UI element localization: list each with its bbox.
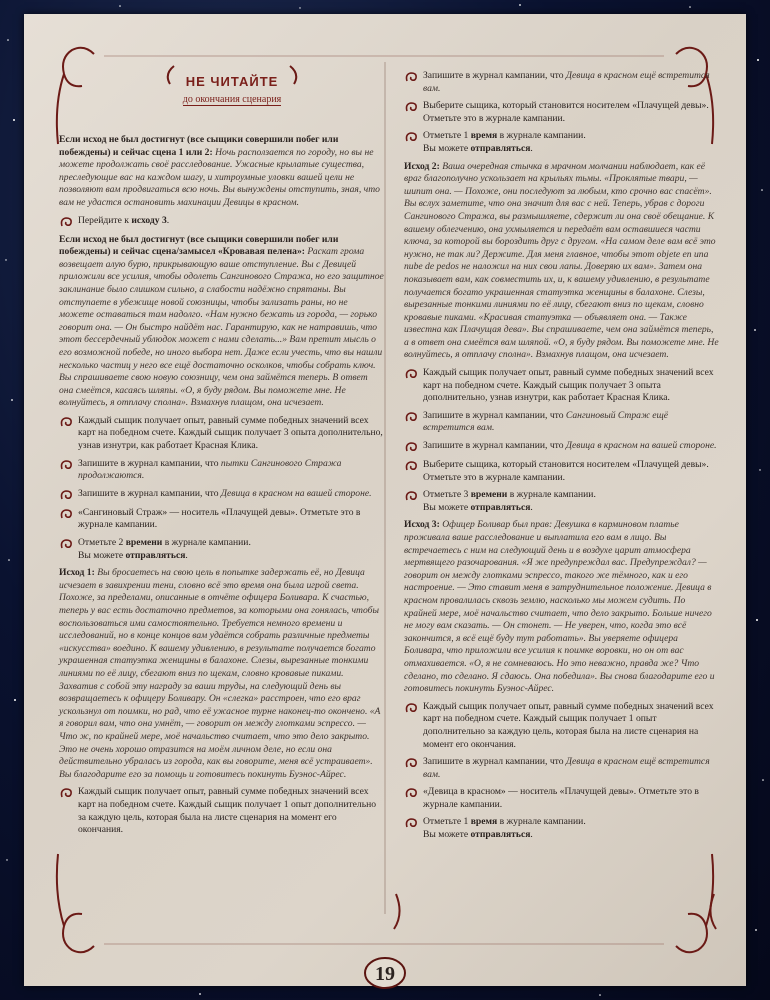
bullet-swirl-icon — [59, 507, 75, 521]
bullet-text: в журнале кампании. — [507, 489, 596, 501]
outcome3-heading: Исход 3: — [404, 519, 440, 531]
left-column — [59, 134, 384, 842]
block3-text: Вы бросаетесь на свою цель в попытке задержать её, но Девица исчезает в завихрении тени, словно всё это время она была игрой света. Похоже, за пределами, описанные в отчёте офицера Боливара. К счастью, теперь у вас есть достаточно предметов, за которыми она гонялась, чтобы воспользоваться ими самостоятельно. Требуется немного времени и исследований, но в конце концов вам удаётся собрать различные предметы «искусства» воедино. К вашему удивлению, в результате получается богато украшенная статуэтка женщины в балахоне. Слезы, вырезанные тонкими линиями по её лицу, сбегают вниз по щекам, словно кровавые пиками. Захватив с собой эту награду за ваши труды, на следующий день вы возвращаетесь к офицеру Боливару. Он «слегка» расстроен, что его враг ускользнул от поимки, но рад, что её ужасное турне наконец-то окончено. «А я говорил вам, что она умнёт, — говорит он между глотками эспрессо. — Что ж, по крайней мере, моё начальство считает, что это дело закрыто. Это не очень хорошо отразится на моём личном деле, но если она действительно убралась из города, как вы говорите, меня всё устраивает». Вы благодарите его за помощь и готовитесь покинуть Буэнос-Айрес. — [59, 567, 381, 780]
bullet-text: в журнале кампании. — [162, 537, 251, 549]
bullet-swirl-icon — [59, 537, 75, 551]
block3-heading: Исход 1: — [59, 567, 95, 579]
list-item — [59, 215, 384, 229]
bullet-text: Отметьте 1 — [423, 816, 471, 828]
outcome2-heading: Исход 2: — [404, 160, 440, 172]
bullet-swirl-icon — [404, 440, 420, 454]
block1-text: Ночь расползается по городу, но вы не можете продолжать своё расследование. Ужасные крылатые существа, преследующие вас на каждом шагу, и хитроумные уловки вашей цели не позволяют вам продвигаться всю ночь. Вы вынуждены отступить, зная, что вам не удастся остановить махинации Девицы в красном. — [59, 146, 380, 208]
bullet-swirl-icon — [404, 756, 420, 770]
bullet-text: Выберите сыщика, который становится носителем «Плачущей девы». Отметьте это в журнале кампании. — [423, 459, 709, 483]
period: . — [530, 142, 533, 154]
list-item — [59, 458, 384, 483]
bullet-bold: отправляться — [470, 142, 531, 154]
bullet-bold: отправляться — [470, 829, 531, 841]
bullet-bold: время — [470, 130, 498, 142]
list-item — [59, 415, 384, 453]
bullet-swirl-icon — [404, 459, 420, 473]
bullet-text: Отметьте 3 — [423, 489, 471, 501]
list-item — [404, 459, 719, 484]
bullet-bold: отправляться — [125, 549, 186, 561]
bullet-swirl-icon — [404, 410, 420, 424]
bullet-swirl-icon — [59, 458, 75, 472]
bullet-italic: Девица в красном на вашей стороне. — [220, 487, 372, 499]
bullet-text: «Девица в красном» — носитель «Плачущей девы». Отметьте это в журнале кампании. — [423, 786, 699, 810]
bullet-bold: времени — [470, 489, 508, 501]
bullet-text: Выберите сыщика, который становится носителем «Плачущей девы». Отметьте это в журнале кампании. — [423, 100, 709, 124]
bullet-swirl-icon — [404, 70, 420, 84]
right-column — [404, 70, 719, 847]
list-item — [404, 489, 719, 514]
spoiler-warning — [170, 74, 294, 114]
bullet-bold: исходу 3 — [131, 214, 167, 226]
bullet-italic: Девица в красном на вашей стороне. — [565, 440, 717, 452]
list-item — [404, 816, 719, 841]
list-item — [404, 701, 719, 751]
bullet-text: «Сангиновый Страж» — носитель «Плачущей девы». Отметьте это в журнале кампании. — [78, 506, 361, 531]
bullet-swirl-icon — [59, 215, 75, 229]
list-item — [404, 367, 719, 405]
bullet-text: Вы можете — [423, 142, 471, 154]
list-item — [59, 537, 384, 562]
outcome3-text: Офицер Боливар был прав: Девушка в карминовом платье проживала ваше расследование и выплатила его вам в лицо. Вы встречаетесь с ним на следующий день и в воздухе царит атмосфера мертвящего разочарования. «Я же предупреждал вас. Предупреждал? — говорит он между глотками эспрессо, такого же тёмного, как и его настроение. — Это ставит меня в затруднительное положение. Девица в красном провалилась сквозь землю, насколько мы можем судить. По крайней мере, моё начальство считает, что дело закрыто. Больше ничего не могу вам сказать. — Он стонет. — Не уверен, что, когда это всё закончится, я всё ещё буду тут работать». Вы уверяете офицера Боливара, что приложили все усилия к поимке воровки, но он от вас отмахивается. «О, я не сомневаюсь. Но это неважно, правда же? Что сделано, то сделано. Я сдаюсь. Она победила». Вы снова благодарите его и готовитесь покинуть Буэнос-Айрес. — [404, 519, 715, 695]
bullet-swirl-icon — [59, 488, 75, 502]
list-item — [404, 440, 719, 454]
bullet-swirl-icon — [404, 701, 420, 715]
bullet-text: Отметьте 2 — [78, 537, 126, 549]
bullet-text: в журнале кампании. — [497, 816, 586, 828]
outcome2-text: Ваша очередная стычка в мрачном молчании наблюдает, как её враг благополучно ускользает на крыльях тьмы. «Проклятые твари, — шипит она. — Похоже, они последуют за любым, кто срочно вас спасёт». Вы вслух заметите, что она значит для вас с ней. Теперь, убрав с дороги Сангинового Стража, вы размышляете, сдержит ли она своё обещание. К вашему облегчению, она ухмыляется и передаёт вам оставшиеся части ключа, за которой вы бороздить друг с другом. «На самом деле вам всё это нужно, не так ли? Держите. Для меня главное, чтобы этот objete en una nube de pedos не наложил на них свои лапы. Доверяю их вам». Затем она показывает вам, как совместить их, и, к вашему удивлению, в результате получается богато украшенная статуэтка женщины в балахоне. Слезы, вырезанные тонкими линиями по её лицу, сбегают вниз по щекам, словно кровавые пиками. «Красивая статуэтка — объявляет она. — Также известна как Плачущая дева». Вы спрашиваете, чем она займётся теперь, а в ответ она смеётся вам шляпой. «О, я буду рядом. Вы поможете мне. Не волнуйтесь, я отплачу сполна». Взмахнув плащом, она исчезает. — [404, 160, 719, 361]
bullet-text: Отметьте 1 — [423, 130, 471, 142]
block1-heading: Если исход не был достигнут (все сыщики совершили побег или побеждены) и сейчас сцена 1 или 2: — [59, 134, 339, 158]
bullet-text: Каждый сыщик получает опыт, равный сумме победных значений всех карт на победном счете. Каждый сыщик получает 1 опыт дополнительно за каждую цель, которая была на листе сценария на момент его окончания. — [78, 786, 377, 836]
period: . — [166, 214, 170, 226]
bullet-italic: пытки Сангинового Стража продолжаются. — [78, 457, 342, 482]
bullet-text: Вы можете — [423, 829, 471, 841]
bullet-text: Каждый сыщик получает опыт, равный сумме победных значений всех карт на победном счете. Каждый сыщик получает 3 опыта дополнительно, узнав изнутри, как работает Красная Клика. — [423, 367, 714, 404]
bullet-bold: времени — [125, 537, 163, 549]
list-item — [59, 488, 384, 502]
page-number: 19 — [375, 963, 395, 985]
bullet-italic: Девица в красном ещё встретится вам. — [423, 70, 710, 94]
list-item — [404, 130, 719, 155]
period: . — [530, 501, 533, 513]
warning-title: НЕ ЧИТАЙТЕ — [185, 74, 279, 89]
bullet-bold: отправляться — [470, 501, 531, 513]
bullet-bold: время — [470, 816, 498, 828]
bullet-italic: Девица в красном ещё встретится вам. — [423, 756, 710, 780]
bullet-text: Запишите в журнал кампании, что — [78, 487, 221, 499]
list-item — [404, 410, 719, 435]
bullet-text: Запишите в журнал кампании, что — [423, 756, 566, 768]
warning-subtitle: до окончания сценария — [182, 94, 282, 105]
bullet-swirl-icon — [404, 816, 420, 830]
bullet-text: Запишите в журнал кампании, что — [423, 70, 566, 81]
block2-text: Раскат грома возвещает алую бурю, прикрывающую ваше отступление. Вы с Девицей приложили все усилия, чтобы одолеть Сангинового Стража, но его защитное заклинание было слишком сильно, а слабости надёжно спрятаны. Вы отступаете в убежище новой союзницы, чтобы зализать раны, но не можете оставаться там надолго. «Нам нужно бежать из города, — горько говорит она. — Он быстро найдёт нас. Гарантирую, как не натравишь, что этот бессердечный ублюдок может с нами сделать...» Вам претит мысль о его возможной победе, но иного выбора нет. Даже если учесть, что вы нашли несколько частиц у него все ещё достаточно осколков, чтобы собрать ключ. Вы спрашиваете свою новую союзницу, чем она займётся теперь. В ответ она смеётся, касаясь шляпы. «О, я буду рядом. Вы поможете мне. Не волнуйтесь, я отплачу сполна». Взмахнув плащом, она исчезает. — [59, 246, 384, 409]
bullet-swirl-icon — [404, 489, 420, 503]
bullet-text: Каждый сыщик получает опыт, равный сумме победных значений всех карт на победном счете. Каждый сыщик получает 1 опыт дополнительно за каждую цель, которая была на листе сценария на момент его окончания. — [423, 700, 714, 750]
page-sheet — [24, 14, 746, 986]
bullet-text: в журнале кампании. — [497, 130, 586, 142]
period: . — [530, 829, 533, 841]
bullet-swirl-icon — [59, 415, 75, 429]
bullet-text: Вы можете — [423, 501, 471, 513]
bullet-text: Каждый сыщик получает опыт, равный сумме победных значений всех карт на победном счете. Каждый сыщик получает 3 опыта дополнительно, узнав изнутри, как работает Красная Клика. — [78, 414, 383, 452]
list-item — [404, 756, 719, 781]
bullet-italic: Сангиновый Страж ещё встретится вам. — [423, 409, 669, 434]
bullet-swirl-icon — [404, 786, 420, 800]
list-item — [404, 100, 719, 125]
bullet-text: Запишите в журнал кампании, что — [423, 409, 566, 421]
list-item — [404, 70, 719, 95]
list-item — [59, 786, 384, 836]
bullet-text: Вы можете — [78, 549, 126, 561]
period: . — [185, 549, 188, 561]
list-item — [59, 507, 384, 532]
bullet-swirl-icon — [404, 130, 420, 144]
bullet-swirl-icon — [59, 786, 75, 800]
bullet-text: Запишите в журнал кампании, что — [78, 457, 221, 469]
bullet-text: Перейдите к — [78, 214, 132, 226]
page-number-badge — [362, 956, 408, 990]
bullet-swirl-icon — [404, 100, 420, 114]
block2-heading: Если исход не был достигнут (все сыщики совершили побег или побеждены) и сейчас сцена/замысел «Кровавая пелена»: — [59, 233, 339, 258]
list-item — [404, 786, 719, 811]
bullet-text: Запишите в журнал кампании, что — [423, 440, 566, 452]
bullet-swirl-icon — [404, 367, 420, 381]
